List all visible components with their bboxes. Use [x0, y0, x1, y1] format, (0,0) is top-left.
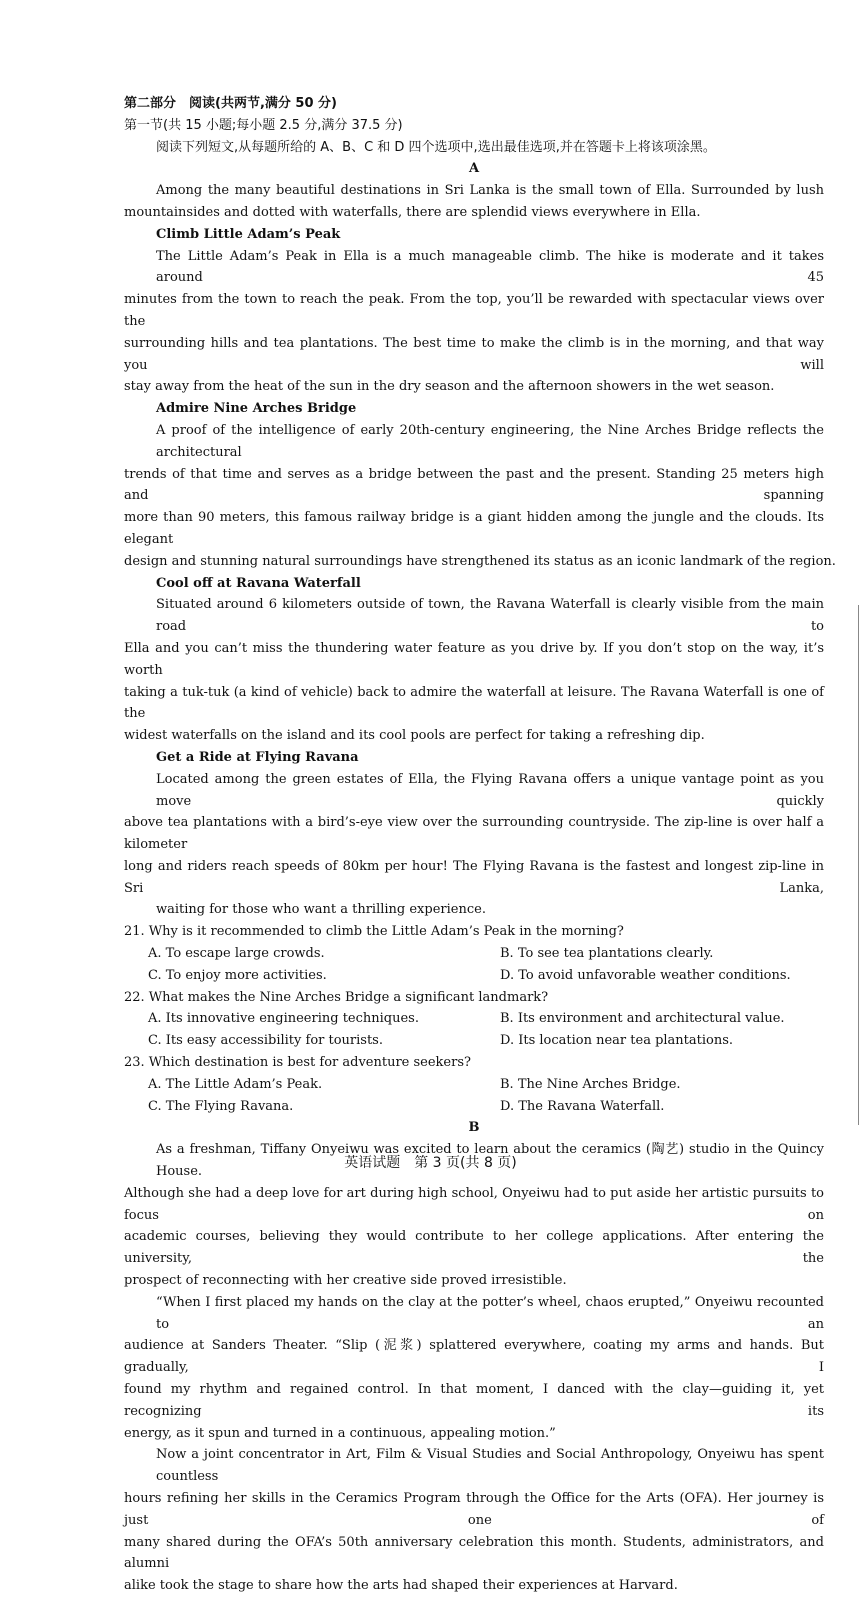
option-c: C. The Flying Ravana. [148, 1098, 294, 1114]
paragraph-line: Ella and you can’t miss the thundering water feature as you drive by. If you don’t stop on the way, it’s worth [124, 640, 824, 678]
paragraph-line: long and riders reach speeds of 80km per hour! The Flying Ravana is the fastest and longest zip-line in Sri Lanka, [124, 858, 824, 896]
paragraph-line: Located among the green estates of Ella, the Flying Ravana offers a unique vantage point as you move quickly [156, 771, 824, 809]
page-footer: 英语试题 第 3 页(共 8 页) [344, 1155, 517, 1171]
option-c: C. Its easy accessibility for tourists. [148, 1033, 383, 1049]
option-d: D. Its location near tea plantations. [500, 1033, 734, 1049]
subheading-ravana-waterfall: Cool off at Ravana Waterfall [156, 575, 361, 591]
paragraph-line: trends of that time and serves as a bridge between the past and the present. Standing 25 meters high and spanning [124, 466, 824, 504]
passage-a-letter: A [468, 161, 480, 177]
paragraph-line: many shared during the OFA’s 50th anniversary celebration this month. Students, administrators, and alumni [124, 1534, 824, 1572]
paragraph-line: As a freshman, Tiffany Onyeiwu was excited to learn about the ceramics (陶艺) studio in the Quincy House. [156, 1142, 824, 1180]
paragraph-line: “When I first placed my hands on the clay at the potter’s wheel, chaos erupted,” Onyeiwu recounted to an [156, 1294, 824, 1332]
question-23-stem: 23. Which destination is best for adventure seekers? [124, 1055, 471, 1071]
question-21-options-row [124, 943, 824, 965]
question-23-options-row [124, 1074, 824, 1096]
paragraph-line: surrounding hills and tea plantations. The best time to make the climb is in the morning, and that way you will [124, 335, 824, 373]
paragraph-line: A proof of the intelligence of early 20th-century engineering, the Nine Arches Bridge reflects the architectural [156, 422, 824, 460]
option-b: B. The Nine Arches Bridge. [500, 1076, 681, 1092]
subheading-nine-arches: Admire Nine Arches Bridge [156, 401, 357, 417]
paragraph-line: Situated around 6 kilometers outside of town, the Ravana Waterfall is clearly visible from the main road to [156, 597, 824, 635]
passage-a-intro-line: mountainsides and dotted with waterfalls, there are splendid views everywhere in Ella. [124, 204, 701, 220]
question-22-stem: 22. What makes the Nine Arches Bridge a significant landmark? [124, 989, 549, 1005]
paragraph-line: above tea plantations with a bird’s-eye view over the surrounding countryside. The zip-line is over half a kilometer [124, 815, 824, 853]
paragraph-line: stay away from the heat of the sun in the dry season and the afternoon showers in the wet season. [124, 379, 775, 395]
paragraph-line: found my rhythm and regained control. In that moment, I danced with the clay—guiding it, yet recognizing its [124, 1382, 824, 1419]
paragraph-line: The Little Adam’s Peak in Ella is a much manageable climb. The hike is moderate and it takes around 45 [156, 248, 824, 286]
scan-edge-line [858, 605, 859, 1125]
question-21-stem: 21. Why is it recommended to climb the Little Adam’s Peak in the morning? [124, 924, 624, 940]
paragraph-line: energy, as it spun and turned in a continuous, appealing motion.” [124, 1425, 556, 1441]
paragraph-line: prospect of reconnecting with her creative side proved irresistible. [124, 1273, 567, 1289]
option-d: D. To avoid unfavorable weather conditions. [500, 967, 791, 983]
option-b: B. To see tea plantations clearly. [500, 946, 714, 962]
part-heading: 第二部分 阅读(共两节,满分 50 分) [124, 96, 337, 111]
paragraph-line: design and stunning natural surroundings have strengthened its status as an iconic landmark of the region. [124, 553, 836, 569]
passage-a-intro-line: Among the many beautiful destinations in Sri Lanka is the small town of Ella. Surrounded by lush [156, 183, 824, 199]
option-c: C. To enjoy more activities. [148, 967, 327, 983]
section-heading: 第一节(共 15 小题;每小题 2.5 分,满分 37.5 分) [124, 117, 403, 133]
option-a: A. To escape large crowds. [148, 946, 325, 962]
page-content [124, 93, 836, 1597]
question-22-options-row [124, 1008, 824, 1030]
paragraph-line: hours refining her skills in the Ceramics Program through the Office for the Arts (OFA). Her journey is just one of [124, 1491, 824, 1528]
subheading-flying-ravana: Get a Ride at Flying Ravana [156, 749, 359, 765]
paragraph-line: Although she had a deep love for art during high school, Onyeiwu had to put aside her artistic pursuits to focus on [124, 1185, 824, 1223]
paragraph-line: waiting for those who want a thrilling experience. [156, 902, 486, 918]
paragraph-line: academic courses, believing they would contribute to her college applications. After entering the university, the [124, 1229, 824, 1267]
paragraph-line: more than 90 meters, this famous railway bridge is a giant hidden among the jungle and the clouds. Its elegant [124, 510, 824, 547]
option-d: D. The Ravana Waterfall. [500, 1098, 665, 1114]
paragraph-line: audience at Sanders Theater. “Slip (泥浆) splattered everywhere, coating my arms and hands. But gradually, I [124, 1338, 824, 1376]
paragraph-line: widest waterfalls on the island and its cool pools are perfect for taking a refreshing dip. [124, 728, 705, 744]
paragraph-line: minutes from the town to reach the peak. From the top, you’ll be rewarded with spectacular views over the [124, 292, 824, 329]
question-21-options-row [124, 965, 824, 987]
passage-b-letter: B [468, 1120, 480, 1136]
option-a: A. The Little Adam’s Peak. [148, 1076, 323, 1092]
paragraph-line: taking a tuk-tuk (a kind of vehicle) back to admire the waterfall at leisure. The Ravana Waterfall is one of the [124, 684, 824, 722]
paragraph-line: alike took the stage to share how the arts had shaped their experiences at Harvard. [124, 1578, 678, 1594]
subheading-adams-peak: Climb Little Adam’s Peak [156, 226, 341, 242]
question-23-options-row [124, 1096, 824, 1118]
question-22-options-row [124, 1030, 824, 1052]
option-b: B. Its environment and architectural value. [500, 1011, 785, 1027]
paragraph-line: Now a joint concentrator in Art, Film & Visual Studies and Social Anthropology, Onyeiwu has spent countless [156, 1447, 824, 1485]
option-a: A. Its innovative engineering techniques. [148, 1011, 419, 1027]
instruction-text: 阅读下列短文,从每题所给的 A、B、C 和 D 四个选项中,选出最佳选项,并在答题卡上将该项涂黑。 [156, 139, 716, 155]
